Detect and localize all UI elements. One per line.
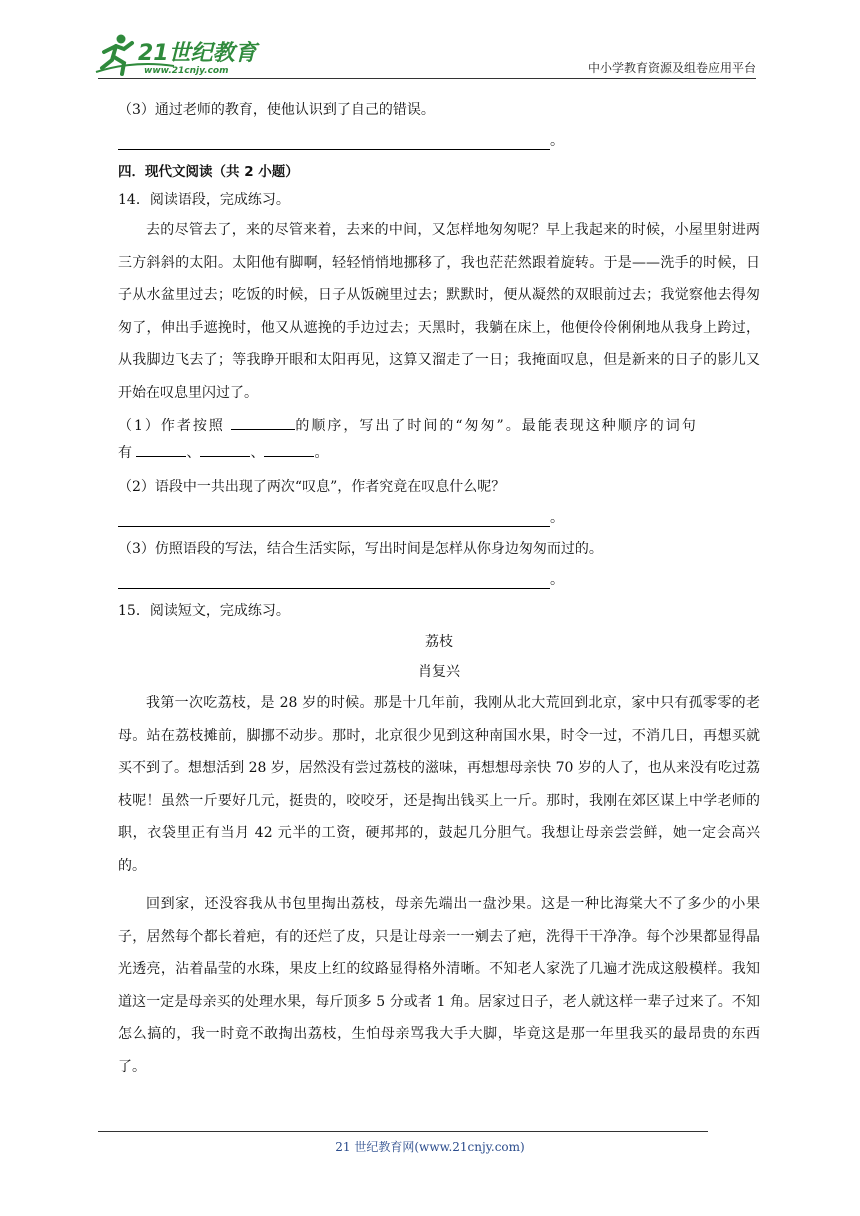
question-14-1: （1）作者按照 的顺序，写出了时间的“匆匆”。最能表现这种顺序的词句 xyxy=(118,411,760,441)
platform-name: 中小学教育资源及组卷应用平台 xyxy=(587,61,756,75)
question-14: 14．阅读语段，完成练习。 xyxy=(118,192,290,208)
answer-line-14-3[interactable]: 。 xyxy=(118,561,760,589)
question-14-2: （2）语段中一共出现了两次“叹息”，作者究竟在叹息什么呢？ xyxy=(118,479,506,495)
footer-rule xyxy=(98,1131,708,1132)
footer-text: 21 世纪教育网(www.21cnjy.com) xyxy=(335,1140,525,1154)
question-13-3: （3）通过老师的教育，使他认识到了自己的错误。 xyxy=(118,102,435,118)
passage-author: 肖复兴 xyxy=(418,664,460,680)
logo-text: 21世纪教育 xyxy=(138,41,257,66)
question-14-1-cont: 有 、 、 。 xyxy=(118,441,760,465)
answer-line-14-2[interactable]: 。 xyxy=(118,499,760,527)
question-14-passage: 去的尽管去了，来的尽管来着，去来的中间，又怎样地匆匆呢？早上我起来的时候，小屋里射进两三方斜斜的太阳。太阳他有脚啊，轻轻悄悄地挪移了，我也茫茫然跟着旋转。于是——洗手的时候，日子从水盆里过去；吃饭的时候，日子从饭碗里过去；默默时，便从凝然的双眼前过去；我觉察他去得匆匆了，伸出手遮挽时，他又从遮挽的手边过去；天黑时，我躺在床上，他便伶伶俐俐地从我身上跨过，从我脚边飞去了；等我睁开眼和太阳再见，这算又溜走了一日；我掩面叹息，但是新来的日子的影儿又开始在叹息里闪过了。 xyxy=(118,222,760,401)
blank-order[interactable] xyxy=(231,415,295,430)
blank-word-2[interactable] xyxy=(200,442,250,457)
question-14-3: （3）仿照语段的写法，结合生活实际，写出时间是怎样从你身边匆匆而过的。 xyxy=(118,541,603,557)
blank-word-1[interactable] xyxy=(136,442,186,457)
passage-title: 荔枝 xyxy=(425,634,453,650)
blank-word-3[interactable] xyxy=(264,442,314,457)
header-rule xyxy=(98,78,756,79)
passage-paragraph-1: 我第一次吃荔枝，是 28 岁的时候。那是十几年前，我刚从北大荒回到北京，家中只有孤零零的老母。站在荔枝摊前，脚挪不动步。那时，北京很少见到这种南国水果，时令一过，不消几日，再想买就买不到了。想想活到 28 岁，居然没有尝过荔枝的滋味，再想想母亲快 70 岁的人了，也从来没有吃过荔枝呢！虽然一斤要好几元，挺贵的，咬咬牙，还是掏出钱买上一斤。那时，我刚在郊区谋上中学老师的职，衣袋里正有当月 42 元半的工资，硬邦邦的，鼓起几分胆气。我想让母亲尝尝鲜，她一定会高兴的。 xyxy=(118,695,760,874)
answer-line-13-3[interactable]: 。 xyxy=(118,122,760,150)
section-4-heading: 四．现代文阅读（共 2 小题） xyxy=(118,164,299,180)
question-15: 15．阅读短文，完成练习。 xyxy=(118,603,290,619)
logo-url: www.21cnjy.com xyxy=(144,66,229,76)
page-content xyxy=(118,98,760,1083)
passage-paragraph-2: 回到家，还没容我从书包里掏出荔枝，母亲先端出一盘沙果。这是一种比海棠大不了多少的小果子，居然每个都长着疤，有的还烂了皮，只是让母亲一一剜去了疤，洗得干干净净。每个沙果都显得晶光透亮，沾着晶莹的水珠，果皮上红的纹路显得格外清晰。不知老人家洗了几遍才洗成这般模样。我知道这一定是母亲买的处理水果，每斤顶多 5 分或者 1 角。居家过日子，老人就这样一辈子过来了。不知怎么搞的，我一时竟不敢掏出荔枝，生怕母亲骂我大手大脚，毕竟这是那一年里我买的最昂贵的东西了。 xyxy=(118,896,760,1075)
site-logo xyxy=(94,30,264,78)
